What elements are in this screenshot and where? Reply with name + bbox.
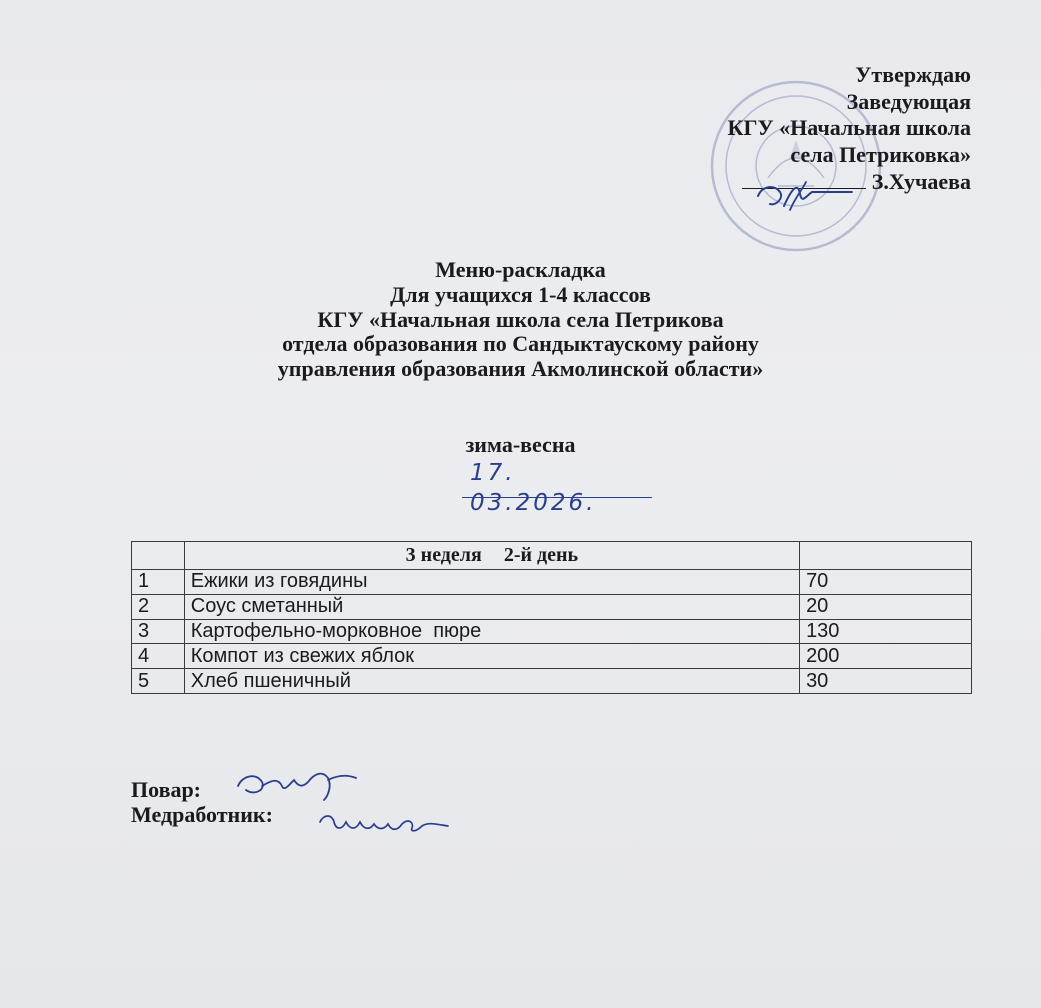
row-qty: 130 [800, 619, 972, 644]
table-row [132, 644, 972, 669]
table-row [132, 619, 972, 644]
row-num: 1 [132, 570, 185, 595]
approval-organization-cont: села Петриковка» [790, 141, 971, 167]
row-dish: Ежики из говядины [184, 570, 799, 595]
director-signature-icon [740, 166, 860, 222]
row-dish: Хлеб пшеничный [184, 669, 799, 694]
header-title-cell [184, 542, 799, 570]
table-header-row [132, 542, 972, 570]
approval-position: Заведующая [846, 88, 971, 114]
approval-title: Утверждаю [855, 62, 971, 87]
table-row [132, 594, 972, 619]
row-dish: Картофельно-морковное пюре [184, 619, 799, 644]
title-line-4: отдела образования по Сандыктаускому району [282, 331, 759, 357]
title-line-2: Для учащихся 1-4 классов [390, 281, 651, 307]
title-line-5: управления образования Акмолинской области» [277, 356, 764, 382]
medic-signature-icon [316, 808, 456, 842]
header-day: 2-й день [503, 544, 579, 566]
document-title [0, 258, 1041, 382]
table-row [132, 570, 972, 595]
approval-signer-name: З.Хучаева [871, 169, 971, 194]
header-qty-cell [800, 542, 972, 570]
row-qty: 200 [800, 644, 972, 669]
row-qty: 20 [800, 594, 972, 619]
menu-table [131, 541, 972, 694]
row-num: 2 [132, 594, 185, 619]
row-dish: Соус сметанный [184, 594, 799, 619]
handwritten-date: 17. 03.2026. [462, 458, 652, 498]
header-week: 3 неделя [405, 544, 482, 566]
medic-label: Медработник: [131, 802, 273, 827]
row-dish: Компот из свежих яблок [184, 644, 799, 669]
cook-signature-icon [232, 756, 372, 806]
season-label: зима-весна [465, 432, 576, 457]
title-line-1: Меню-раскладка [435, 257, 606, 282]
row-num: 4 [132, 644, 185, 669]
cook-label: Повар: [131, 777, 202, 802]
header-num-cell [132, 542, 185, 570]
row-qty: 30 [800, 669, 972, 694]
approval-organization: КГУ «Начальная школа [727, 115, 971, 140]
row-qty: 70 [800, 570, 972, 595]
title-line-3: КГУ «Начальная школа села Петрикова [317, 306, 724, 332]
row-num: 3 [132, 619, 185, 644]
row-num: 5 [132, 669, 185, 694]
table-row [132, 669, 972, 694]
